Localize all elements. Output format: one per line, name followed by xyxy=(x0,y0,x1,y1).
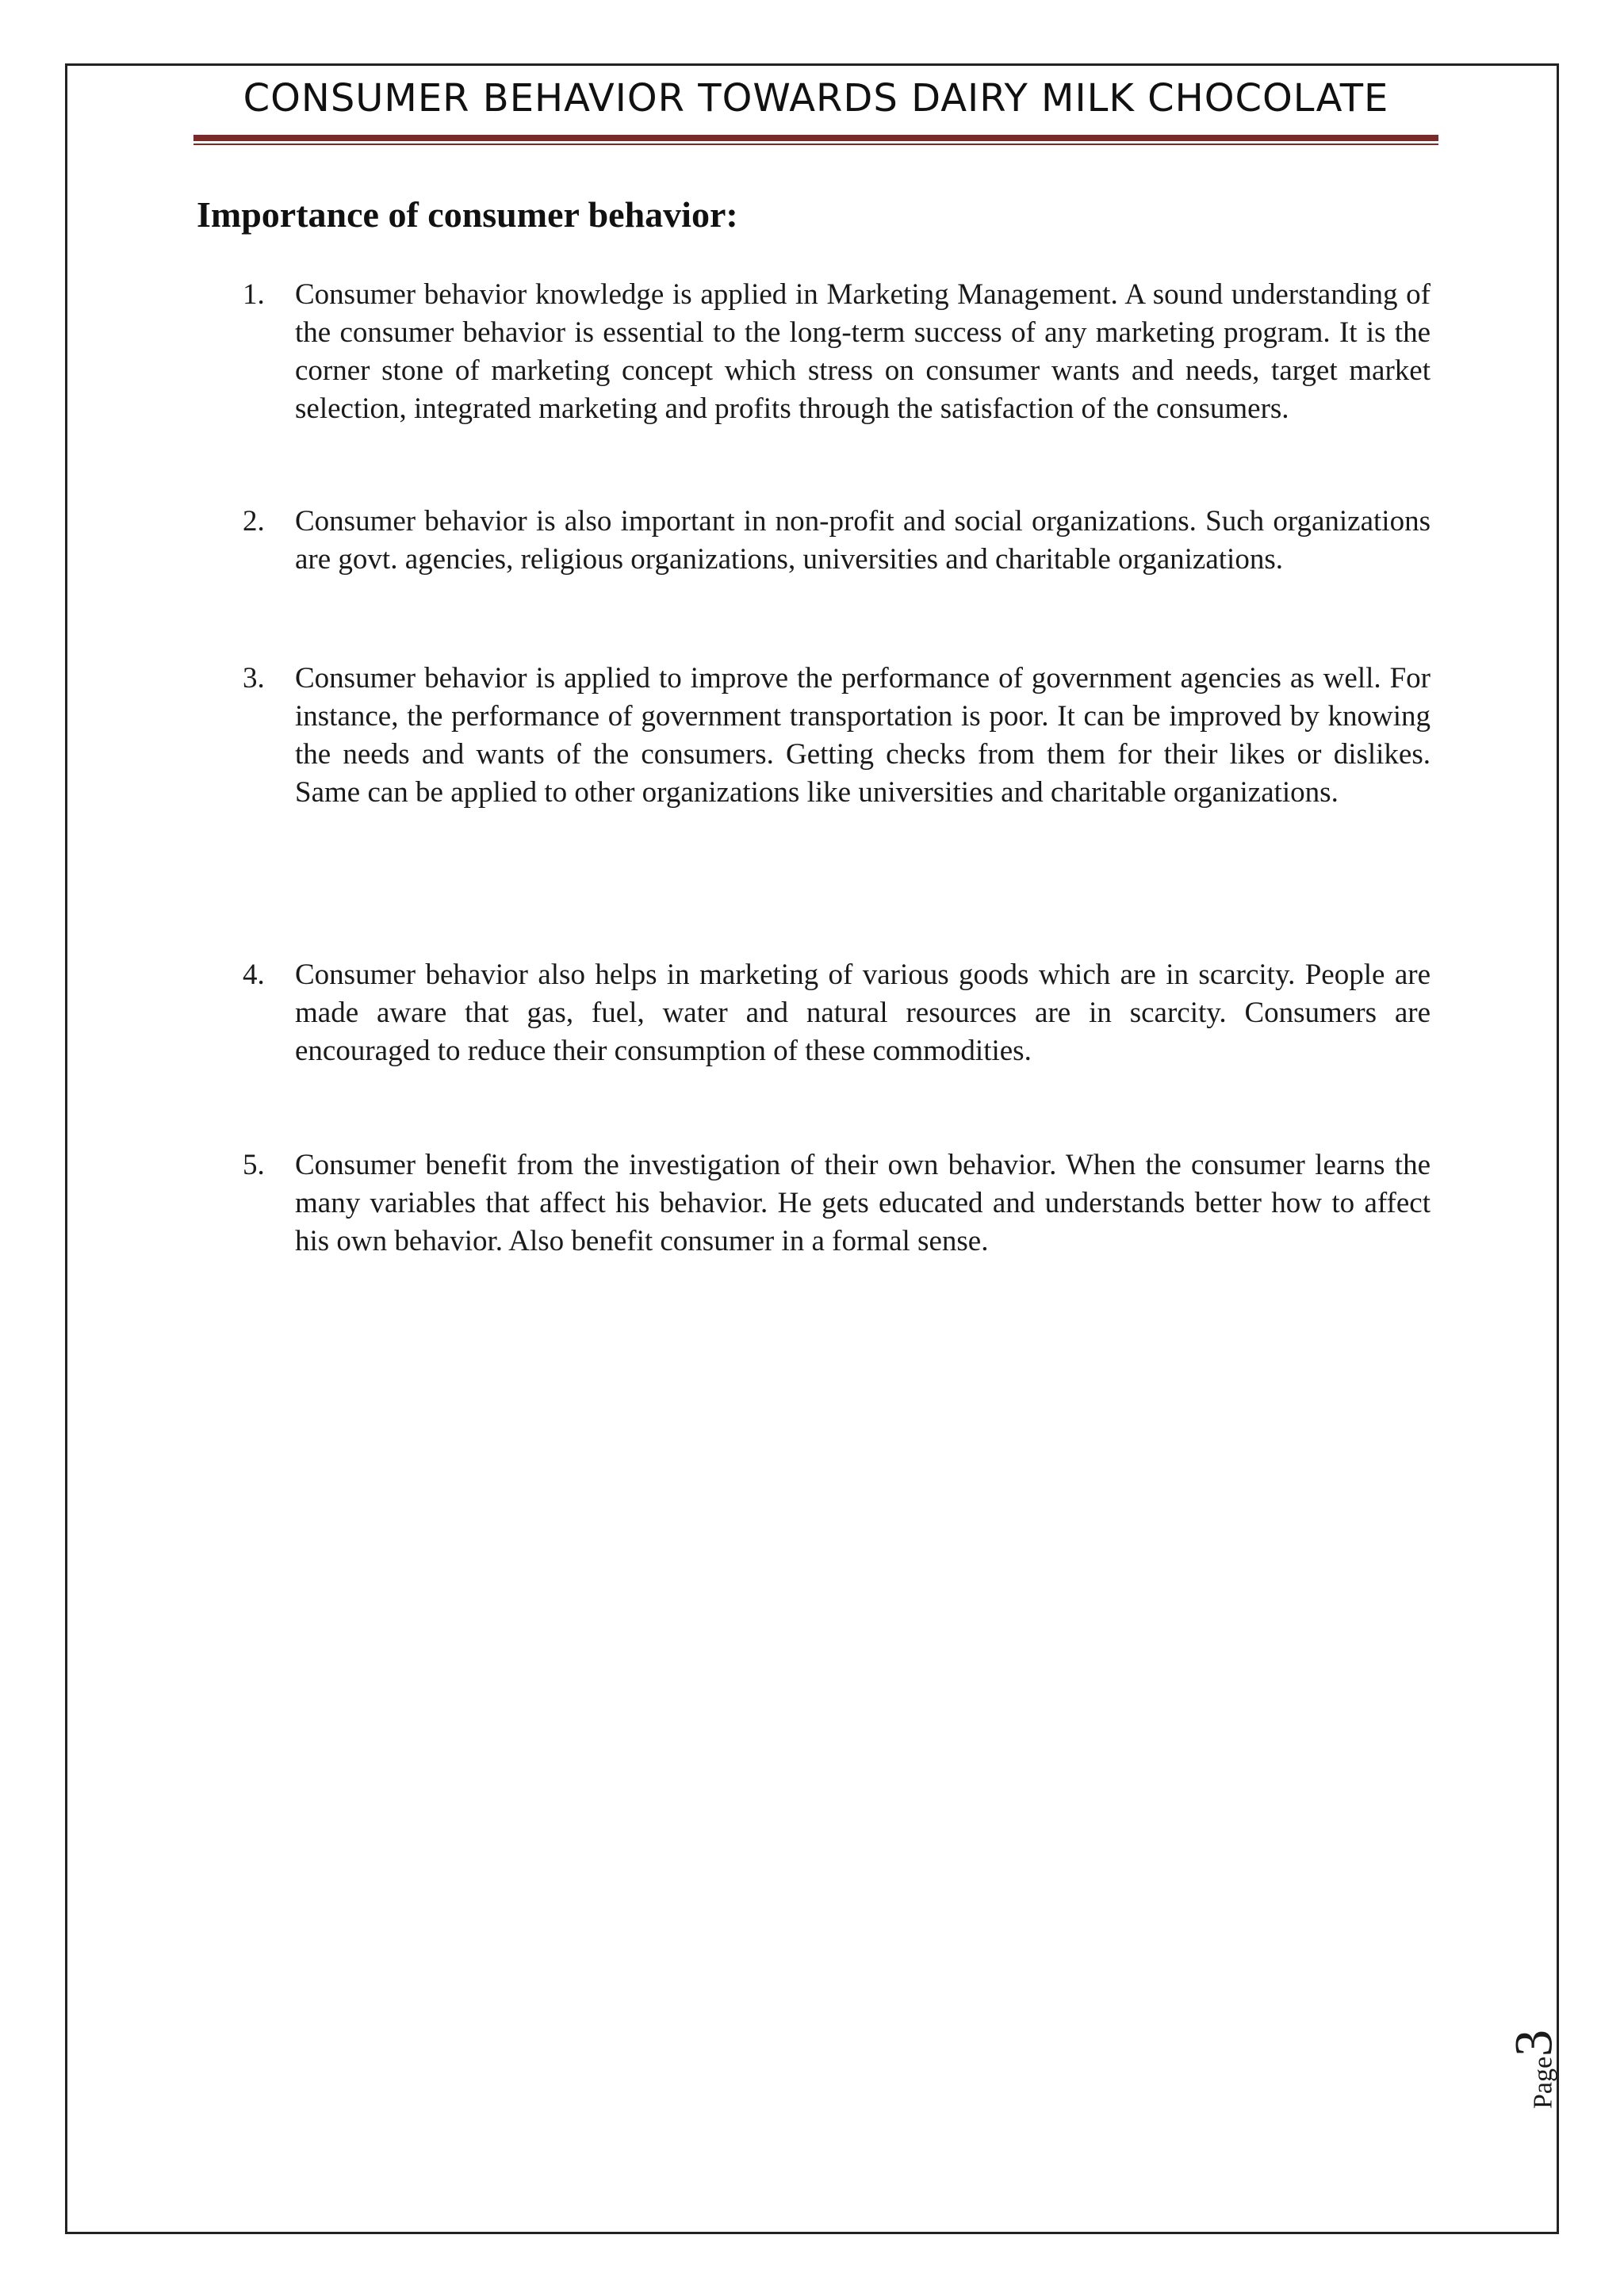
list-item-text: Consumer behavior is also important in non-profit and social organizations. Such organizations are govt. agencies, religious organizations, universities and charitable organizations. xyxy=(295,505,1431,576)
list-item-number: 3. xyxy=(243,662,265,695)
list-item-number: 1. xyxy=(243,278,265,311)
running-header-title: CONSUMER BEHAVIOR TOWARDS DAIRY MILK CHOCOLATE xyxy=(243,76,1389,121)
page-number xyxy=(1503,2006,1564,2133)
list-item-number: 2. xyxy=(243,505,265,538)
list-item-text: Consumer behavior is applied to improve the performance of government agencies as well. For instance, the performance of government transportation is poor. It can be improved by knowing the needs and wants of the consumers. Getting checks from them for their likes or dislikes. Same can be applied to other organizations like universities and charitable organizations. xyxy=(295,662,1431,809)
list-item-number: 5. xyxy=(243,1149,265,1181)
header-rule-thin xyxy=(193,144,1438,145)
page-number-rotated xyxy=(1503,2030,1565,2109)
header-rule xyxy=(193,135,1438,141)
section-heading: Importance of consumer behavior: xyxy=(197,194,738,235)
list-item-text: Consumer behavior knowledge is applied in Marketing Management. A sound understanding of the consumer behavior is essential to the long-term success of any marketing program. It is the corner stone of marketing concept which stress on consumer wants and needs, target market selection, integrated marketing and profits through the satisfaction of the consumers. xyxy=(295,278,1431,425)
list-item-text: Consumer benefit from the investigation of their own behavior. When the consumer learns the many variables that affect his behavior. He gets educated and understands better how to affect his own behavior. Also benefit consumer in a formal sense. xyxy=(295,1149,1431,1257)
page-label: Page xyxy=(1528,2056,1558,2110)
list-item-number: 4. xyxy=(243,959,265,991)
list-item-text: Consumer behavior also helps in marketing of various goods which are in scarcity. People are made aware that gas, fuel, water and natural resources are in scarcity. Consumers are encouraged to reduce their consumption of these commodities. xyxy=(295,959,1431,1067)
page-number-value: 3 xyxy=(1503,2029,1564,2057)
